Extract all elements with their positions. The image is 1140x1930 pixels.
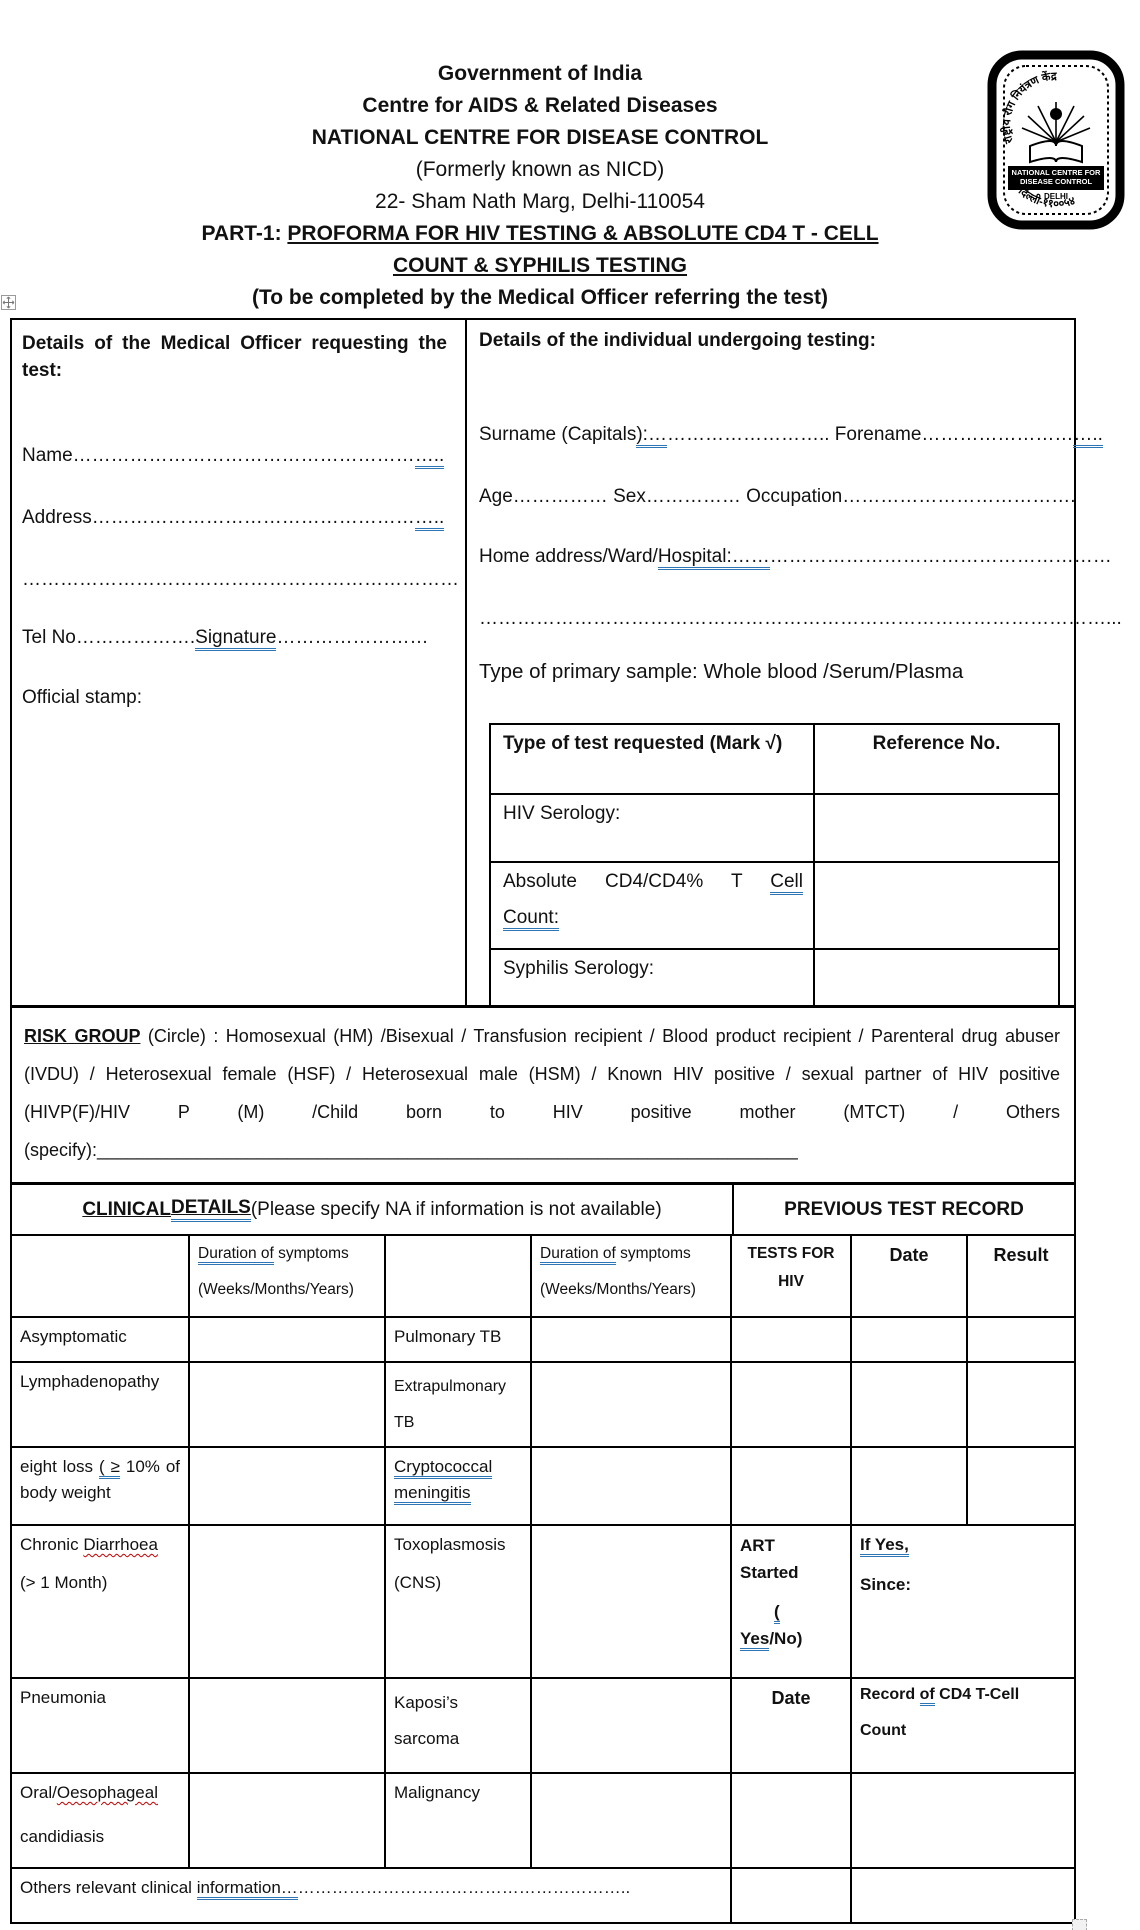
symptom-malignancy-label: Malignancy	[386, 1774, 532, 1869]
lymphadenopathy-duration-cell[interactable]	[190, 1363, 386, 1448]
art-started-label: ART Started ( Yes/No)	[732, 1526, 852, 1679]
risk-group-line3: (HIVP(F)/HIV P (M) /Child born to HIV positive mother (MTCT) / Others	[24, 1102, 1060, 1122]
hiv-serology-reference-cell[interactable]	[815, 795, 1058, 861]
cryptococcal-duration-cell[interactable]	[532, 1448, 732, 1526]
duration-header-line2: (Weeks/Months/Years)	[540, 1281, 696, 1298]
symptom-pneumonia-label: Pneumonia	[12, 1679, 190, 1774]
duration-col2-header	[532, 1236, 732, 1318]
tests-hiv-cell[interactable]	[732, 1869, 852, 1922]
weight-loss-duration-cell[interactable]	[190, 1448, 386, 1526]
individual-cell[interactable]	[467, 320, 1122, 1005]
logo-hindi-bottom-text: दिल्ली-११००५४	[1015, 185, 1077, 211]
medical-officer-cell[interactable]	[12, 320, 467, 1005]
asymptomatic-duration-cell[interactable]	[190, 1318, 386, 1363]
logo-band-line1: NATIONAL CENTRE FOR	[1011, 168, 1101, 177]
header-line-formerly: (Formerly known as NICD)	[415, 158, 665, 181]
logo-band-line3: DELHI	[1044, 192, 1068, 201]
clinical-details-header-row	[12, 1182, 1074, 1236]
clinical-details-table	[12, 1236, 1074, 1922]
cd4-count-label	[491, 863, 815, 948]
test-type-column-header: Type of test requested (Mark √)	[491, 725, 815, 793]
part1-title-line2: COUNT & SYPHILIS TESTING	[392, 254, 688, 277]
officer-address-field-line2[interactable]: ……………………………………………………………	[22, 569, 459, 590]
cd4-record-value-cell[interactable]	[852, 1869, 1074, 1922]
symptom-weight-loss-label: eight loss ( ≥ 10% of body weight	[12, 1448, 190, 1526]
duration-header-line2: (Weeks/Months/Years)	[198, 1281, 354, 1298]
header-line-govt: Government of India	[437, 62, 643, 85]
home-address-field[interactable]: Home address/Ward/Hospital:……………………………………………………	[479, 546, 1112, 568]
reference-no-column-header: Reference No.	[872, 733, 1001, 754]
result-column-header: Result	[968, 1236, 1074, 1318]
date-cell[interactable]	[852, 1448, 968, 1526]
result-cell[interactable]	[968, 1318, 1074, 1363]
cd4-record-date-cell[interactable]	[732, 1774, 852, 1869]
logo-open-book-icon	[1030, 141, 1082, 162]
document-header	[0, 58, 1080, 314]
result-cell[interactable]	[968, 1448, 1074, 1526]
cd4-record-date-label: Date	[732, 1679, 852, 1774]
logo-hindi-top-text: राष्ट्रीय रोग नियंत्रण केंद्र	[1000, 70, 1057, 145]
date-cell[interactable]	[852, 1318, 968, 1363]
symptom-lymphadenopathy-label: Lymphadenopathy	[12, 1363, 190, 1448]
ncdc-emblem-logo	[986, 50, 1126, 230]
symptom-cryptococcal-meningitis-label: Cryptococcal meningitis	[386, 1448, 532, 1526]
syphilis-serology-label: Syphilis Serology:	[491, 950, 815, 1006]
tests-for-hiv-header: TESTS FOR HIV	[732, 1236, 852, 1318]
hiv-serology-label: HIV Serology:	[491, 795, 815, 861]
table-resize-handle[interactable]	[1072, 1919, 1087, 1930]
age-sex-occupation-field[interactable]: Age…………… Sex…………… Occupation……………………………….	[479, 486, 1076, 507]
previous-test-record-title: PREVIOUS TEST RECORD	[784, 1198, 1024, 1220]
result-cell[interactable]	[968, 1363, 1074, 1448]
symptom-kaposi-sarcoma-label: Kaposi’s sarcoma	[386, 1679, 532, 1774]
malignancy-duration-cell[interactable]	[532, 1774, 732, 1869]
officer-section-title: Details of the Medical Officer requesting the test:	[22, 333, 447, 381]
tests-hiv-cell[interactable]	[732, 1448, 852, 1526]
cd4-record-value-cell[interactable]	[852, 1774, 1074, 1869]
table-move-handle-icon[interactable]	[1, 295, 16, 310]
official-stamp-label: Official stamp:	[22, 687, 143, 708]
primary-sample-line: Type of primary sample: Whole blood /Serum/Plasma	[479, 660, 964, 683]
cd4-count-line1: Absolute CD4/CD4% T Cell	[503, 871, 803, 893]
test-request-table	[489, 723, 1060, 1006]
officer-tel-signature-field[interactable]: Tel No……………….Signature……………………	[22, 627, 428, 649]
header-subtitle: (To be completed by the Medical Officer referring the test)	[251, 286, 829, 309]
header-line-ncdc: NATIONAL CENTRE FOR DISEASE CONTROL	[311, 126, 769, 149]
date-column-header: Date	[852, 1236, 968, 1318]
symptom-asymptomatic-label: Asymptomatic	[12, 1318, 190, 1363]
header-line-address: 22- Sham Nath Marg, Delhi-110054	[375, 190, 705, 213]
duration-header-line1: Duration of symptoms	[540, 1244, 722, 1264]
kaposi-duration-cell[interactable]	[532, 1679, 732, 1774]
other-clinical-information-field[interactable]: Others relevant clinical information……………………………………………………..	[12, 1869, 732, 1922]
cd4-count-reference-cell[interactable]	[815, 863, 1058, 948]
chronic-diarrhoea-duration-cell[interactable]	[190, 1526, 386, 1679]
details-row	[12, 320, 1122, 1008]
oral-candidiasis-duration-cell[interactable]	[190, 1774, 386, 1869]
pulmonary-tb-duration-cell[interactable]	[532, 1318, 732, 1363]
home-address-field-line2[interactable]: ………………………………………………………………………………………...	[479, 608, 1122, 629]
officer-address-field[interactable]: Address………………………………………………..	[22, 507, 444, 529]
surname-forename-field[interactable]: Surname (Capitals):……………………….. Forename………………………..	[479, 424, 1103, 446]
syphilis-serology-reference-cell[interactable]	[815, 950, 1058, 1006]
clinical-details-title: CLINICAL DETAILS (Please specify NA if information is not available)	[12, 1185, 734, 1234]
symptom-pulmonary-tb-label: Pulmonary TB	[386, 1318, 532, 1363]
risk-group-line2: (IVDU) / Heterosexual female (HSF) / Heterosexual male (HSM) / Known HIV positive / sexual partner of HIV positive	[24, 1064, 1060, 1084]
symptom-toxoplasmosis-label: Toxoplasmosis (CNS)	[386, 1526, 532, 1679]
cd4-record-label: Record of CD4 T-Cell Count	[852, 1679, 1074, 1774]
logo-torch-icon	[1050, 108, 1062, 120]
logo-band-line2: DISEASE CONTROL	[1019, 177, 1093, 186]
symptom-chronic-diarrhoea-label: Chronic Diarrhoea (> 1 Month)	[12, 1526, 190, 1679]
svg-text:राष्ट्रीय रोग नियंत्रण केंद्र	[999, 69, 1058, 146]
individual-section-title: Details of the individual undergoing testing:	[479, 330, 876, 351]
risk-group-line1: RISK GROUP (Circle) : Homosexual (HM) /Bisexual / Transfusion recipient / Blood product recipient / Parenteral drug abuser	[24, 1026, 1060, 1046]
symptom-col1-header-cell	[12, 1236, 190, 1318]
tests-hiv-cell[interactable]	[732, 1363, 852, 1448]
risk-group-specify-field[interactable]: (specify):______________________________________________________________________	[24, 1140, 798, 1160]
date-cell[interactable]	[852, 1363, 968, 1448]
main-form-table	[10, 318, 1122, 1924]
symptom-extrapulmonary-tb-label: Extrapulmonary TB	[386, 1363, 532, 1448]
tests-hiv-cell[interactable]	[732, 1318, 852, 1363]
header-line-centre: Centre for AIDS & Related Diseases	[362, 94, 718, 117]
extrapulmonary-tb-duration-cell[interactable]	[532, 1363, 732, 1448]
art-if-yes-since-field[interactable]: If Yes, Since:	[852, 1526, 1074, 1679]
duration-col1-header	[190, 1236, 386, 1318]
part1-title-line1: PART-1: PROFORMA FOR HIV TESTING & ABSOLUTE CD4 T - CELL	[201, 222, 879, 245]
pneumonia-duration-cell[interactable]	[190, 1679, 386, 1774]
cd4-count-line2: Count:	[503, 907, 803, 929]
symptom-col2-header-cell	[386, 1236, 532, 1318]
risk-group-section	[12, 1008, 1074, 1182]
officer-name-field[interactable]: Name…………………………………………………..	[22, 445, 444, 467]
toxoplasmosis-duration-cell[interactable]	[532, 1526, 732, 1679]
symptom-oral-candidiasis-label: Oral/Oesophageal candidiasis	[12, 1774, 190, 1869]
duration-header-line1: Duration of symptoms	[198, 1244, 376, 1264]
